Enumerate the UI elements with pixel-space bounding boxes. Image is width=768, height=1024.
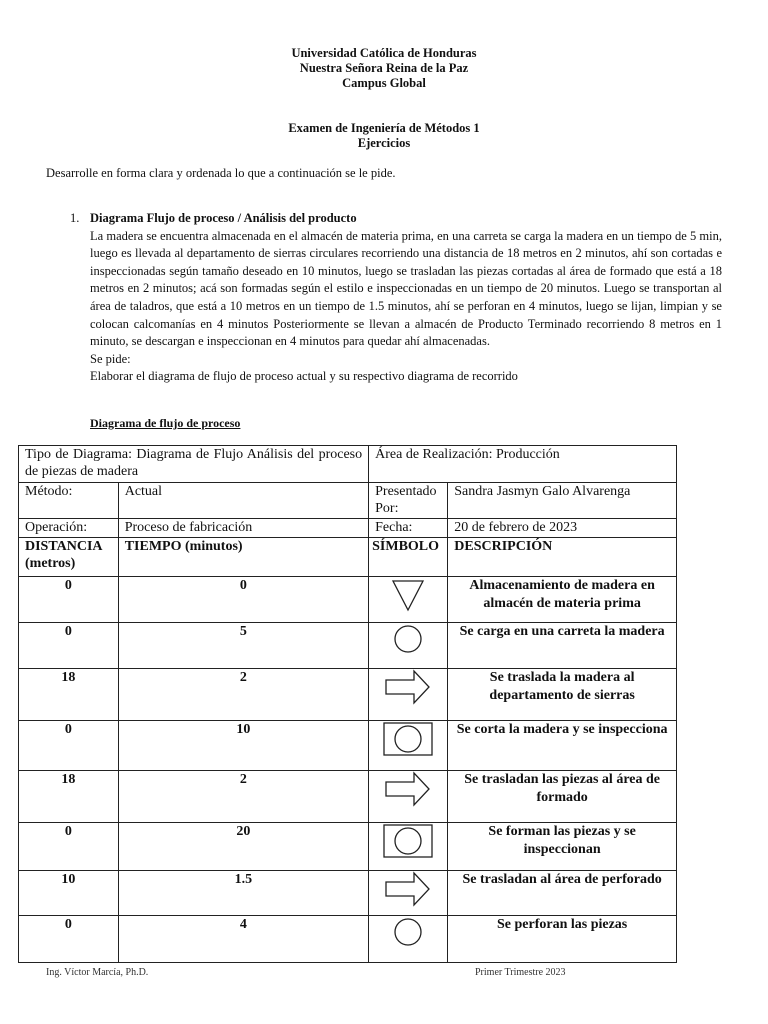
transport-arrow-icon <box>369 771 448 823</box>
col-header-distance: DISTANCIA (metros) <box>19 538 119 577</box>
operation-circle-icon <box>369 623 448 669</box>
diagram-type: Tipo de Diagrama: Diagrama de Flujo Análisis del proceso de piezas de madera <box>19 446 369 483</box>
table-row <box>19 623 677 669</box>
table-row <box>19 771 677 823</box>
exam-title: Examen de Ingeniería de Métodos 1 <box>288 121 480 135</box>
operation-circle-icon <box>369 916 448 963</box>
distance-cell: 10 <box>19 871 119 916</box>
area: Área de Realización: Producción <box>369 446 677 483</box>
presented-label: Presentado Por: <box>369 483 448 519</box>
storage-triangle-icon <box>369 577 448 623</box>
time-cell: 0 <box>118 577 368 623</box>
description-cell: Se perforan las piezas <box>448 916 677 963</box>
question-text: La madera se encuentra almacenada en el almacén de materia prima, en una carreta se carga la madera en un tiempo de 5 min, luego es llevada al departamento de sierras circulares recorriendo una distancia de 18 metros en 2 minutos, ahí son cortadas e inspeccionadas según tamaño deseado en 10 minutos, luego se trasladan las piezas cortadas al área de formado que está a 18 metros en 2 minutos; acá son formadas según el estilo e inspeccionadas en un tiempo de 20 minutos. Luego se transportan al área de taladros, que está a 10 metros en un tiempo de 1.5 minutos, ahí se perforan en 4 minutos, luego se lijan, limpian y se colocan calcomanías en 4 minutos Posteriormente se llevan a almacén de Producto Terminado recorriendo 8 metros en 1 minuto, se descargan e inspeccionan en 4 minutos para quedar ahí almacenadas. <box>90 228 722 349</box>
col-header-symbol: SÍMBOLO <box>369 538 448 577</box>
footer-author: Ing. Víctor Marcía, Ph.D. <box>46 967 149 978</box>
presented-value: Sandra Jasmyn Galo Alvarenga <box>448 483 677 519</box>
instructions: Desarrolle en forma clara y ordenada lo que a continuación se le pide. <box>46 166 396 180</box>
question-body <box>90 228 722 386</box>
description-cell: Almacenamiento de madera en almacén de materia prima <box>448 577 677 623</box>
flow-process-table <box>18 445 677 963</box>
distance-cell: 0 <box>19 721 119 771</box>
operation-value: Proceso de fabricación <box>118 519 368 538</box>
col-header-time: TIEMPO (minutos) <box>118 538 368 577</box>
distance-cell: 0 <box>19 916 119 963</box>
description-cell: Se corta la madera y se inspecciona <box>448 721 677 771</box>
distance-cell: 18 <box>19 771 119 823</box>
table-row <box>19 577 677 623</box>
col-header-description: DESCRIPCIÓN <box>448 538 677 577</box>
method-value: Actual <box>118 483 368 519</box>
description-cell: Se traslada la madera al departamento de sierras <box>448 669 677 721</box>
time-cell: 2 <box>118 669 368 721</box>
question-title: Diagrama Flujo de proceso / Análisis del producto <box>90 211 357 225</box>
date-label: Fecha: <box>369 519 448 538</box>
description-cell: Se carga en una carreta la madera <box>448 623 677 669</box>
campus-name: Nuestra Señora Reina de la Paz <box>299 61 469 75</box>
time-cell: 20 <box>118 823 368 871</box>
time-cell: 2 <box>118 771 368 823</box>
footer-term: Primer Trimestre 2023 <box>475 967 566 978</box>
distance-cell: 0 <box>19 823 119 871</box>
description-cell: Se trasladan al área de perforado <box>448 871 677 916</box>
distance-cell: 18 <box>19 669 119 721</box>
time-cell: 5 <box>118 623 368 669</box>
combined-operation-inspection-icon <box>369 823 448 871</box>
request-text: Elaborar el diagrama de flujo de proceso actual y su respectivo diagrama de recorrido <box>90 369 518 384</box>
question-number: 1. <box>70 211 80 225</box>
time-cell: 1.5 <box>118 871 368 916</box>
description-cell: Se forman las piezas y se inspeccionan <box>448 823 677 871</box>
distance-cell: 0 <box>19 623 119 669</box>
table-row <box>19 721 677 771</box>
transport-arrow-icon <box>369 871 448 916</box>
exam-subtitle: Ejercicios <box>357 136 411 150</box>
method-label: Método: <box>19 483 119 519</box>
table-row <box>19 669 677 721</box>
time-cell: 10 <box>118 721 368 771</box>
table-row <box>19 871 677 916</box>
time-cell: 4 <box>118 916 368 963</box>
campus: Campus Global <box>342 76 426 90</box>
transport-arrow-icon <box>369 669 448 721</box>
description-cell: Se trasladan las piezas al área de formado <box>448 771 677 823</box>
table-row <box>19 916 677 963</box>
combined-operation-inspection-icon <box>369 721 448 771</box>
table-row <box>19 823 677 871</box>
request-label: Se pide: <box>90 351 131 366</box>
distance-cell: 0 <box>19 577 119 623</box>
university-name: Universidad Católica de Honduras <box>291 46 477 60</box>
section-title: Diagrama de flujo de proceso <box>90 416 241 430</box>
date-value: 20 de febrero de 2023 <box>448 519 677 538</box>
operation-label: Operación: <box>19 519 119 538</box>
